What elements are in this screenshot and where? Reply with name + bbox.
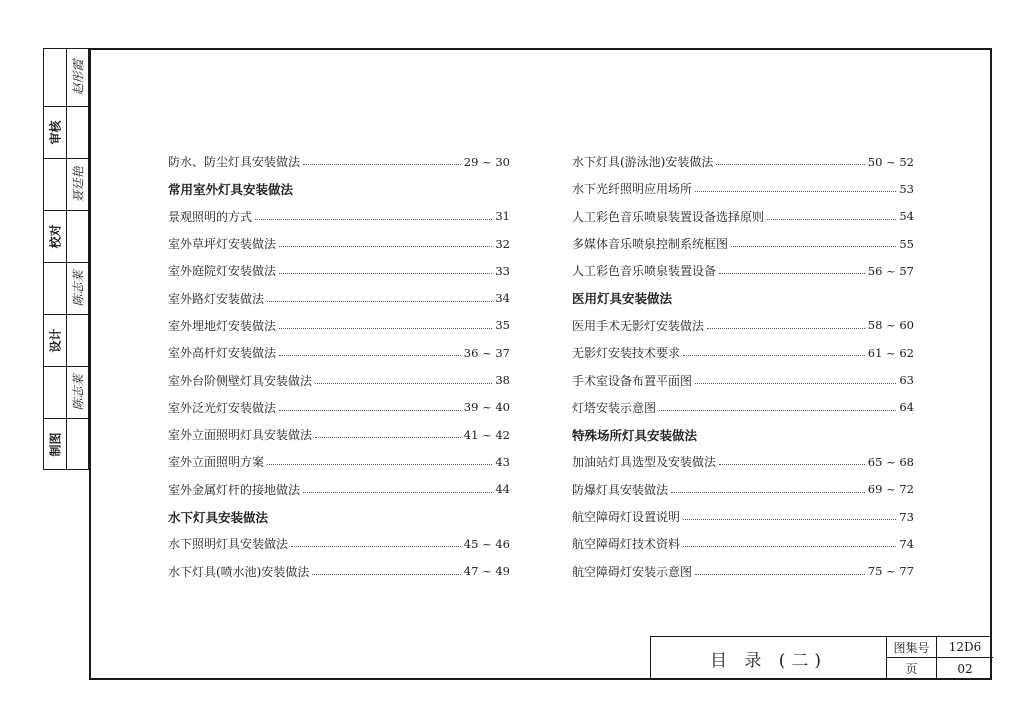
- dot-leader: [671, 492, 865, 493]
- toc-entry: [572, 175, 914, 202]
- dot-leader: [267, 464, 492, 465]
- entry-title: 灯塔安装示意图: [572, 400, 657, 415]
- entry-page: 44: [495, 482, 510, 497]
- toc-entry: [168, 530, 510, 557]
- section-title: 常用室外灯具安装做法: [168, 181, 294, 197]
- entry-page: 41 ~ 42: [463, 427, 510, 442]
- toc-section-heading: [168, 175, 510, 202]
- dot-leader: [695, 383, 896, 384]
- signature-cell: [44, 315, 88, 367]
- dot-leader: [695, 574, 865, 575]
- signature-role: 制图: [48, 431, 63, 457]
- entry-title: 水下光纤照明应用场所: [572, 182, 693, 197]
- entry-title: 室外立面照明方案: [168, 455, 265, 470]
- entry-title: 防水、防尘灯具安装做法: [168, 155, 301, 170]
- entry-page: 69 ~ 72: [867, 482, 914, 497]
- signature-name: 陈志莱: [71, 374, 86, 411]
- entry-title: 多媒体音乐喷泉控制系统框图: [572, 237, 729, 252]
- entry-title: 人工彩色音乐喷泉装置设备选择原则: [572, 209, 765, 224]
- dot-leader: [719, 464, 865, 465]
- entry-title: 室外埋地灯安装做法: [168, 318, 277, 333]
- entry-title: 室外高杆灯安装做法: [168, 346, 277, 361]
- signature-cell: [44, 263, 88, 315]
- toc-entry: [168, 230, 510, 257]
- dot-leader: [279, 328, 492, 329]
- dot-leader: [291, 546, 461, 547]
- entry-page: 35: [495, 318, 510, 333]
- dot-leader: [683, 519, 896, 520]
- toc-entry: [168, 476, 510, 503]
- entry-page: 43: [495, 454, 510, 469]
- entry-page: 54: [899, 209, 914, 224]
- toc-section-heading: [572, 284, 914, 311]
- toc-entry: [168, 203, 510, 230]
- toc-entry: [572, 448, 914, 475]
- toc-entry: [168, 448, 510, 475]
- entry-title: 防爆灯具安装做法: [572, 482, 669, 497]
- toc-entry: [168, 421, 510, 448]
- signature-cell: [44, 419, 88, 469]
- dot-leader: [303, 492, 492, 493]
- entry-title: 医用手术无影灯安装做法: [572, 318, 705, 333]
- entry-page: 32: [495, 236, 510, 251]
- dot-leader: [279, 273, 492, 274]
- entry-title: 室外路灯安装做法: [168, 291, 265, 306]
- entry-page: 34: [495, 291, 510, 306]
- signature-cell: [44, 107, 88, 159]
- entry-page: 56 ~ 57: [867, 263, 914, 278]
- signature-role: 设计: [48, 328, 63, 353]
- entry-title: 室外泛光灯安装做法: [168, 400, 277, 415]
- entry-page: 53: [899, 181, 914, 196]
- entry-title: 室外庭院灯安装做法: [168, 264, 277, 279]
- entry-title: 室外立面照明灯具安装做法: [168, 428, 313, 443]
- toc-entry: [572, 366, 914, 393]
- title-block: [650, 636, 992, 680]
- signature-role: 审核: [48, 120, 63, 145]
- toc-entry: [572, 530, 914, 557]
- toc-entry: [572, 557, 914, 584]
- toc-entry: [168, 339, 510, 366]
- dot-leader: [731, 246, 896, 247]
- drawing-title: 目 录 (二): [651, 637, 887, 680]
- entry-page: 39 ~ 40: [463, 400, 510, 415]
- signature-cell: [44, 211, 88, 263]
- entry-title: 室外台阶侧壁灯具安装做法: [168, 373, 313, 388]
- entry-page: 36 ~ 37: [463, 345, 510, 360]
- entry-page: 61 ~ 62: [867, 345, 914, 360]
- entry-page: 63: [899, 373, 914, 388]
- section-title: 水下灯具安装做法: [168, 509, 269, 525]
- signature-name: 陈志莱: [71, 270, 86, 307]
- signature-name: 赵彤霞: [71, 59, 86, 96]
- entry-page: 47 ~ 49: [463, 564, 510, 579]
- signature-column: [43, 48, 89, 470]
- entry-page: 75 ~ 77: [867, 564, 914, 579]
- toc-column-right: [572, 148, 914, 585]
- dot-leader: [315, 383, 492, 384]
- toc-entry: [572, 339, 914, 366]
- signature-name: 聂廷艳: [71, 166, 86, 203]
- entry-page: 29 ~ 30: [463, 154, 510, 169]
- entry-title: 室外草坪灯安装做法: [168, 237, 277, 252]
- atlas-number-label: 图集号: [887, 637, 937, 658]
- entry-page: 50 ~ 52: [867, 154, 914, 169]
- section-title: 特殊场所灯具安装做法: [572, 427, 698, 443]
- entry-page: 73: [899, 509, 914, 524]
- entry-page: 45 ~ 46: [463, 536, 510, 551]
- entry-page: 33: [495, 263, 510, 278]
- dot-leader: [303, 164, 461, 165]
- dot-leader: [315, 437, 461, 438]
- entry-page: 64: [899, 400, 914, 415]
- toc-entry: [572, 203, 914, 230]
- toc-entry: [572, 148, 914, 175]
- entry-title: 水下照明灯具安装做法: [168, 537, 289, 552]
- dot-leader: [719, 273, 865, 274]
- atlas-number-value: 12D6: [937, 637, 993, 658]
- signature-cell: [44, 159, 88, 211]
- entry-title: 手术室设备布置平面图: [572, 373, 693, 388]
- toc-section-heading: [168, 503, 510, 530]
- section-title: 医用灯具安装做法: [572, 291, 673, 307]
- dot-leader: [683, 355, 865, 356]
- toc-entry: [168, 148, 510, 175]
- dot-leader: [279, 246, 492, 247]
- entry-title: 水下灯具(游泳池)安装做法: [572, 155, 714, 170]
- entry-title: 水下灯具(喷水池)安装做法: [168, 564, 310, 579]
- toc-entry: [572, 476, 914, 503]
- entry-title: 室外金属灯杆的接地做法: [168, 482, 301, 497]
- dot-leader: [695, 191, 896, 192]
- toc-entry: [572, 257, 914, 284]
- page-label: 页: [887, 658, 937, 679]
- entry-title: 航空障碍灯技术资料: [572, 537, 681, 552]
- dot-leader: [312, 574, 460, 575]
- dot-leader: [659, 410, 896, 411]
- toc-entry: [168, 257, 510, 284]
- toc-entry: [168, 557, 510, 584]
- entry-page: 74: [899, 536, 914, 551]
- entry-title: 航空障碍灯安装示意图: [572, 564, 693, 579]
- toc-entry: [168, 366, 510, 393]
- toc-entry: [168, 312, 510, 339]
- entry-title: 加油站灯具选型及安装做法: [572, 455, 717, 470]
- entry-title: 人工彩色音乐喷泉装置设备: [572, 264, 717, 279]
- dot-leader: [683, 546, 896, 547]
- signature-role: 校对: [48, 224, 63, 249]
- entry-title: 景观照明的方式: [168, 209, 253, 224]
- toc-section-heading: [572, 421, 914, 448]
- toc-entry: [572, 230, 914, 257]
- entry-title: 无影灯安装技术要求: [572, 346, 681, 361]
- entry-page: 58 ~ 60: [867, 318, 914, 333]
- toc-entry: [572, 394, 914, 421]
- dot-leader: [255, 219, 492, 220]
- dot-leader: [716, 164, 864, 165]
- entry-title: 航空障碍灯设置说明: [572, 510, 681, 524]
- entry-page: 31: [495, 209, 510, 224]
- entry-page: 38: [495, 373, 510, 388]
- page-number-value: 02: [957, 661, 973, 676]
- dot-leader: [267, 301, 492, 302]
- entry-page: 55: [899, 236, 914, 251]
- dot-leader: [767, 219, 896, 220]
- signature-cell: [44, 367, 88, 419]
- toc-column-left: [168, 148, 510, 585]
- toc-entry: [168, 394, 510, 421]
- signature-cell: [44, 49, 88, 107]
- toc-entry: [572, 503, 914, 530]
- entry-page: 65 ~ 68: [867, 454, 914, 469]
- dot-leader: [707, 328, 865, 329]
- dot-leader: [279, 355, 461, 356]
- toc-entry: [168, 284, 510, 311]
- toc-entry: [572, 312, 914, 339]
- dot-leader: [279, 410, 461, 411]
